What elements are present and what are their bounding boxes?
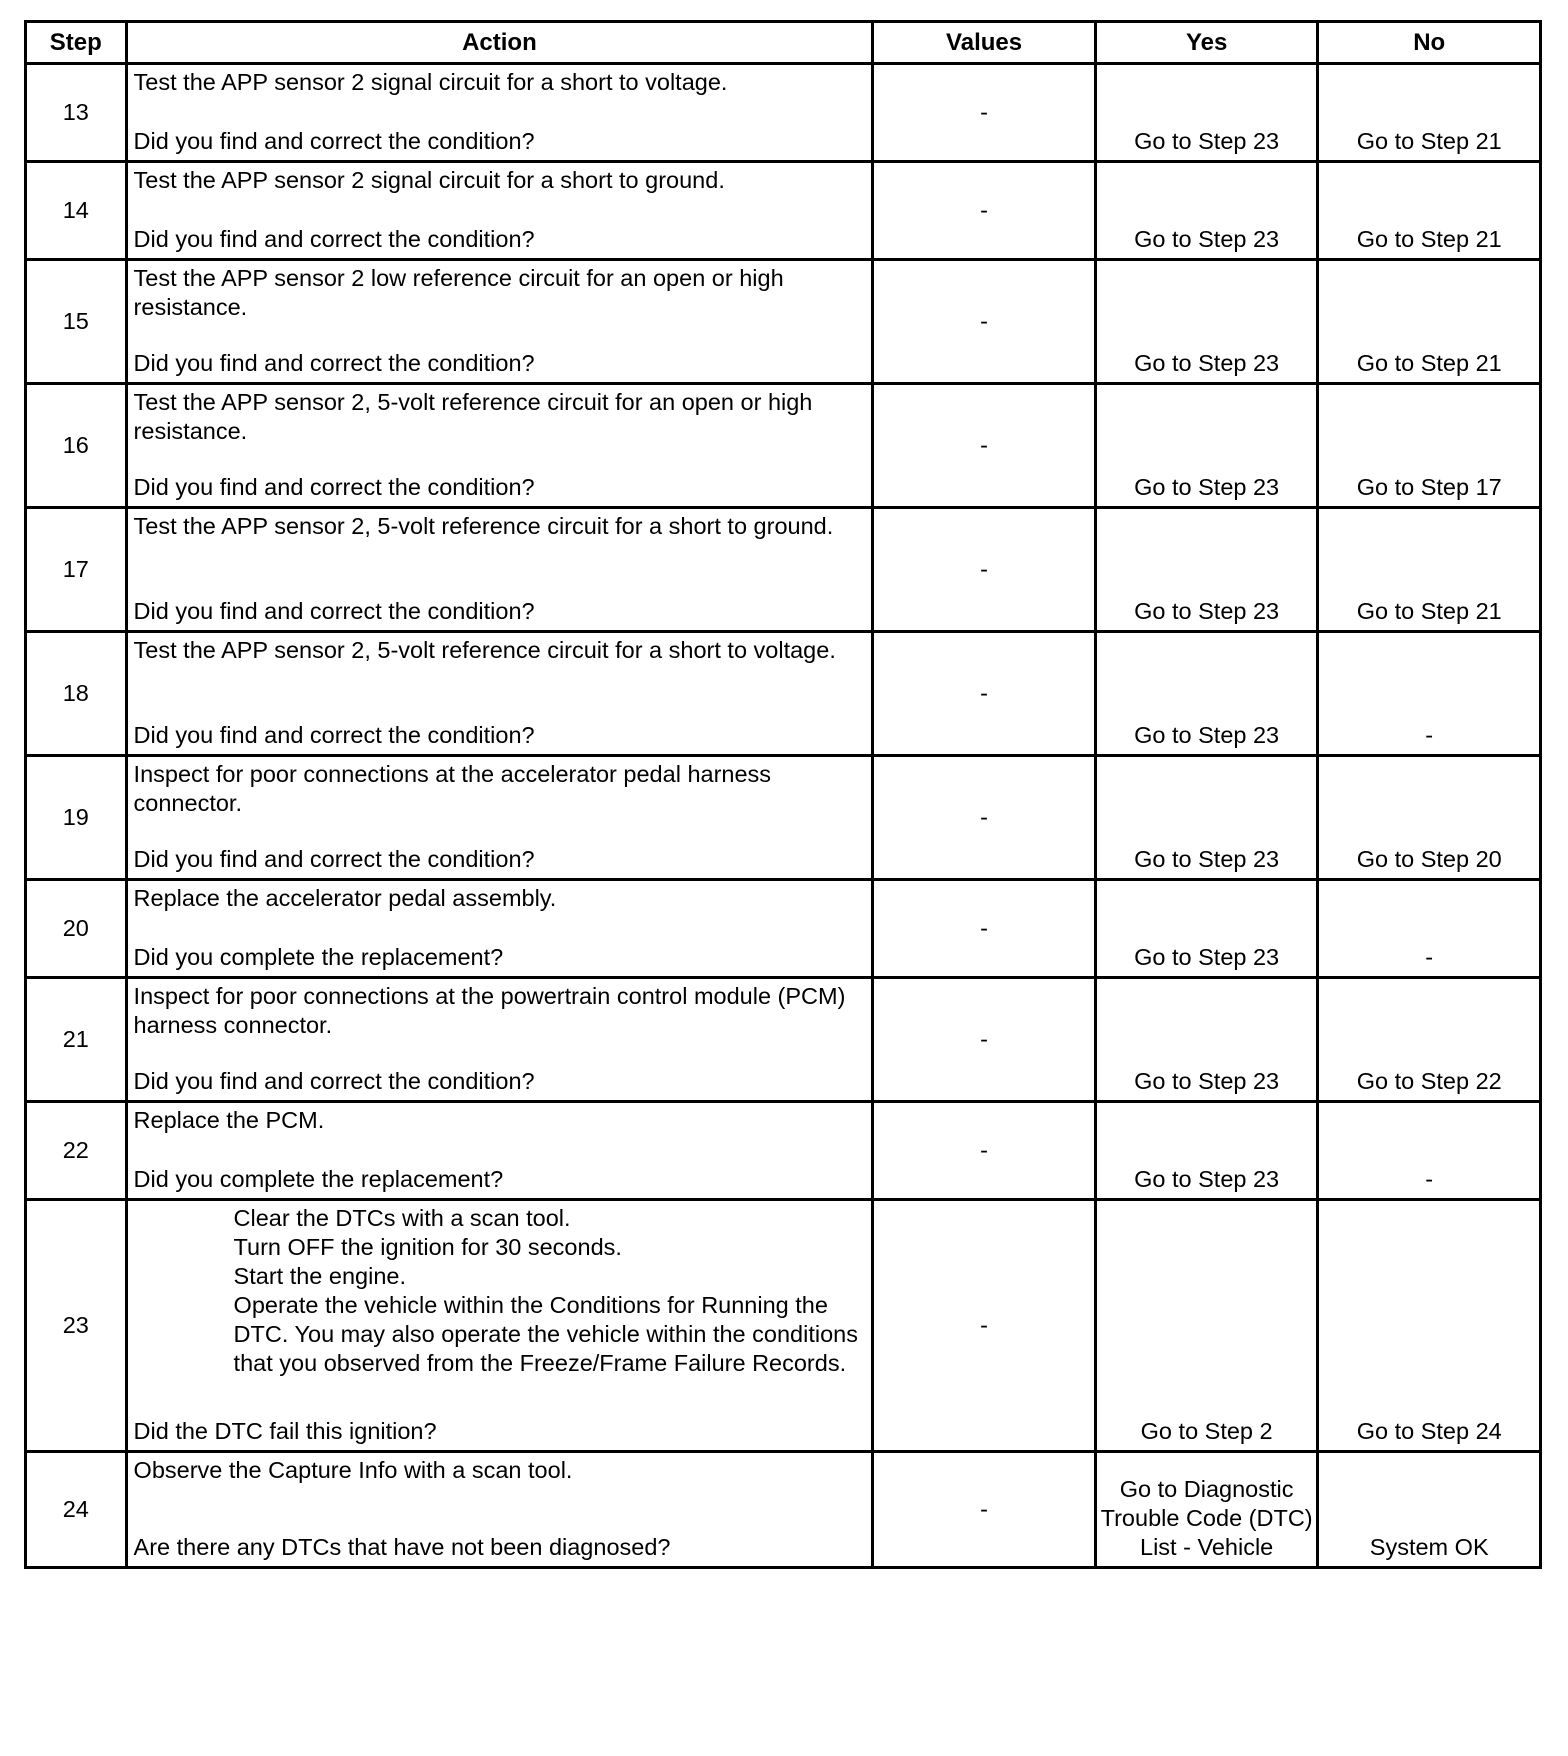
action-cell (126, 978, 873, 1102)
diagnostic-table-container (24, 20, 1542, 1569)
no-result: Go to Step 20 (1318, 756, 1541, 880)
yes-result: Go to Step 23 (1095, 880, 1318, 978)
action-instruction: Test the APP sensor 2 signal circuit for a short to voltage. (133, 69, 728, 95)
action-question: Did you find and correct the condition? (133, 350, 535, 376)
values-cell: - (873, 260, 1096, 384)
table-row (26, 1452, 1541, 1568)
no-result: - (1318, 632, 1541, 756)
action-content (134, 884, 868, 972)
step-number: 18 (26, 632, 127, 756)
yes-result: Go to Step 23 (1095, 384, 1318, 508)
action-cell (126, 756, 873, 880)
step-number: 13 (26, 64, 127, 162)
table-row (26, 508, 1541, 632)
action-content (134, 1456, 868, 1562)
values-cell: - (873, 1102, 1096, 1200)
header-yes: Yes (1095, 22, 1318, 64)
action-instruction: Test the APP sensor 2 low reference circuit for an open or high resistance. (133, 265, 784, 320)
action-instruction: Test the APP sensor 2, 5-volt reference circuit for a short to ground. (133, 513, 834, 539)
step-number: 14 (26, 162, 127, 260)
action-content (134, 760, 868, 874)
table-header-row (26, 22, 1541, 64)
values-cell: - (873, 508, 1096, 632)
step-number: 24 (26, 1452, 127, 1568)
values-cell: - (873, 384, 1096, 508)
action-instruction-item: Turn OFF the ignition for 30 seconds. (233, 1234, 622, 1260)
action-instruction: Observe the Capture Info with a scan tool. (133, 1457, 573, 1483)
action-instruction-item: Clear the DTCs with a scan tool. (233, 1205, 571, 1231)
step-number: 15 (26, 260, 127, 384)
no-result: Go to Step 22 (1318, 978, 1541, 1102)
diagnostic-table (24, 20, 1542, 1569)
table-row (26, 1102, 1541, 1200)
values-cell: - (873, 1200, 1096, 1452)
table-body (26, 64, 1541, 1568)
no-result: System OK (1318, 1452, 1541, 1568)
action-cell (126, 1200, 873, 1452)
action-question: Did you find and correct the condition? (133, 722, 535, 748)
action-instruction-item: Start the engine. (233, 1263, 406, 1289)
no-result: Go to Step 17 (1318, 384, 1541, 508)
no-result: Go to Step 21 (1318, 162, 1541, 260)
yes-result: Go to Diagnostic Trouble Code (DTC) List - Vehicle (1095, 1452, 1318, 1568)
action-instruction: Test the APP sensor 2, 5-volt reference circuit for an open or high resistance. (133, 389, 813, 444)
action-question: Did you find and correct the condition? (133, 128, 535, 154)
no-result: - (1318, 880, 1541, 978)
action-instruction: Inspect for poor connections at the powertrain control module (PCM) harness connector. (133, 983, 846, 1038)
action-question: Did you complete the replacement? (133, 1166, 504, 1192)
action-question: Did you find and correct the condition? (133, 226, 535, 252)
header-step: Step (26, 22, 127, 64)
action-content (134, 1204, 868, 1446)
action-question: Did the DTC fail this ignition? (133, 1418, 437, 1444)
action-question: Did you find and correct the condition? (133, 1068, 535, 1094)
step-number: 21 (26, 978, 127, 1102)
no-result: Go to Step 21 (1318, 64, 1541, 162)
action-cell (126, 260, 873, 384)
values-cell: - (873, 1452, 1096, 1568)
header-no: No (1318, 22, 1541, 64)
action-content (134, 264, 868, 378)
values-cell: - (873, 162, 1096, 260)
action-content (134, 166, 868, 254)
action-content (134, 1106, 868, 1194)
no-result: Go to Step 21 (1318, 508, 1541, 632)
values-cell: - (873, 880, 1096, 978)
action-question: Did you find and correct the condition? (133, 846, 535, 872)
action-cell (126, 880, 873, 978)
no-result: Go to Step 24 (1318, 1200, 1541, 1452)
yes-result: Go to Step 23 (1095, 978, 1318, 1102)
yes-result: Go to Step 23 (1095, 260, 1318, 384)
action-cell (126, 162, 873, 260)
action-cell (126, 1452, 873, 1568)
action-instruction: Replace the accelerator pedal assembly. (133, 885, 557, 911)
step-number: 17 (26, 508, 127, 632)
action-cell (126, 1102, 873, 1200)
action-content (134, 982, 868, 1096)
action-cell (126, 632, 873, 756)
action-question: Did you complete the replacement? (133, 944, 504, 970)
step-number: 22 (26, 1102, 127, 1200)
header-values: Values (873, 22, 1096, 64)
table-row (26, 1200, 1541, 1452)
action-instruction-item: Operate the vehicle within the Conditions for Running the DTC. You may also operate the vehicle within the conditions that you observed from the Freeze/Frame Failure Records. (233, 1292, 858, 1376)
yes-result: Go to Step 23 (1095, 632, 1318, 756)
action-cell (126, 64, 873, 162)
table-row (26, 162, 1541, 260)
table-row (26, 756, 1541, 880)
action-content (134, 512, 868, 626)
action-question: Did you find and correct the condition? (133, 598, 535, 624)
values-cell: - (873, 756, 1096, 880)
action-instruction: Inspect for poor connections at the accelerator pedal harness connector. (133, 761, 772, 816)
table-row (26, 880, 1541, 978)
action-content (134, 68, 868, 156)
yes-result: Go to Step 23 (1095, 162, 1318, 260)
header-action: Action (126, 22, 873, 64)
action-cell (126, 508, 873, 632)
step-number: 19 (26, 756, 127, 880)
no-result: - (1318, 1102, 1541, 1200)
table-row (26, 64, 1541, 162)
values-cell: - (873, 978, 1096, 1102)
yes-result: Go to Step 23 (1095, 64, 1318, 162)
table-row (26, 978, 1541, 1102)
yes-result: Go to Step 23 (1095, 756, 1318, 880)
no-result: Go to Step 21 (1318, 260, 1541, 384)
values-cell: - (873, 64, 1096, 162)
step-number: 23 (26, 1200, 127, 1452)
action-question: Are there any DTCs that have not been diagnosed? (133, 1534, 671, 1560)
step-number: 16 (26, 384, 127, 508)
table-row (26, 260, 1541, 384)
table-row (26, 384, 1541, 508)
yes-result: Go to Step 2 (1095, 1200, 1318, 1452)
action-instruction: Test the APP sensor 2, 5-volt reference circuit for a short to voltage. (133, 637, 836, 663)
action-question: Did you find and correct the condition? (133, 474, 535, 500)
action-instruction: Replace the PCM. (133, 1107, 325, 1133)
values-cell: - (873, 632, 1096, 756)
step-number: 20 (26, 880, 127, 978)
action-content (134, 636, 868, 750)
table-row (26, 632, 1541, 756)
action-content (134, 388, 868, 502)
yes-result: Go to Step 23 (1095, 508, 1318, 632)
action-instruction: Test the APP sensor 2 signal circuit for a short to ground. (133, 167, 725, 193)
action-cell (126, 384, 873, 508)
yes-result: Go to Step 23 (1095, 1102, 1318, 1200)
